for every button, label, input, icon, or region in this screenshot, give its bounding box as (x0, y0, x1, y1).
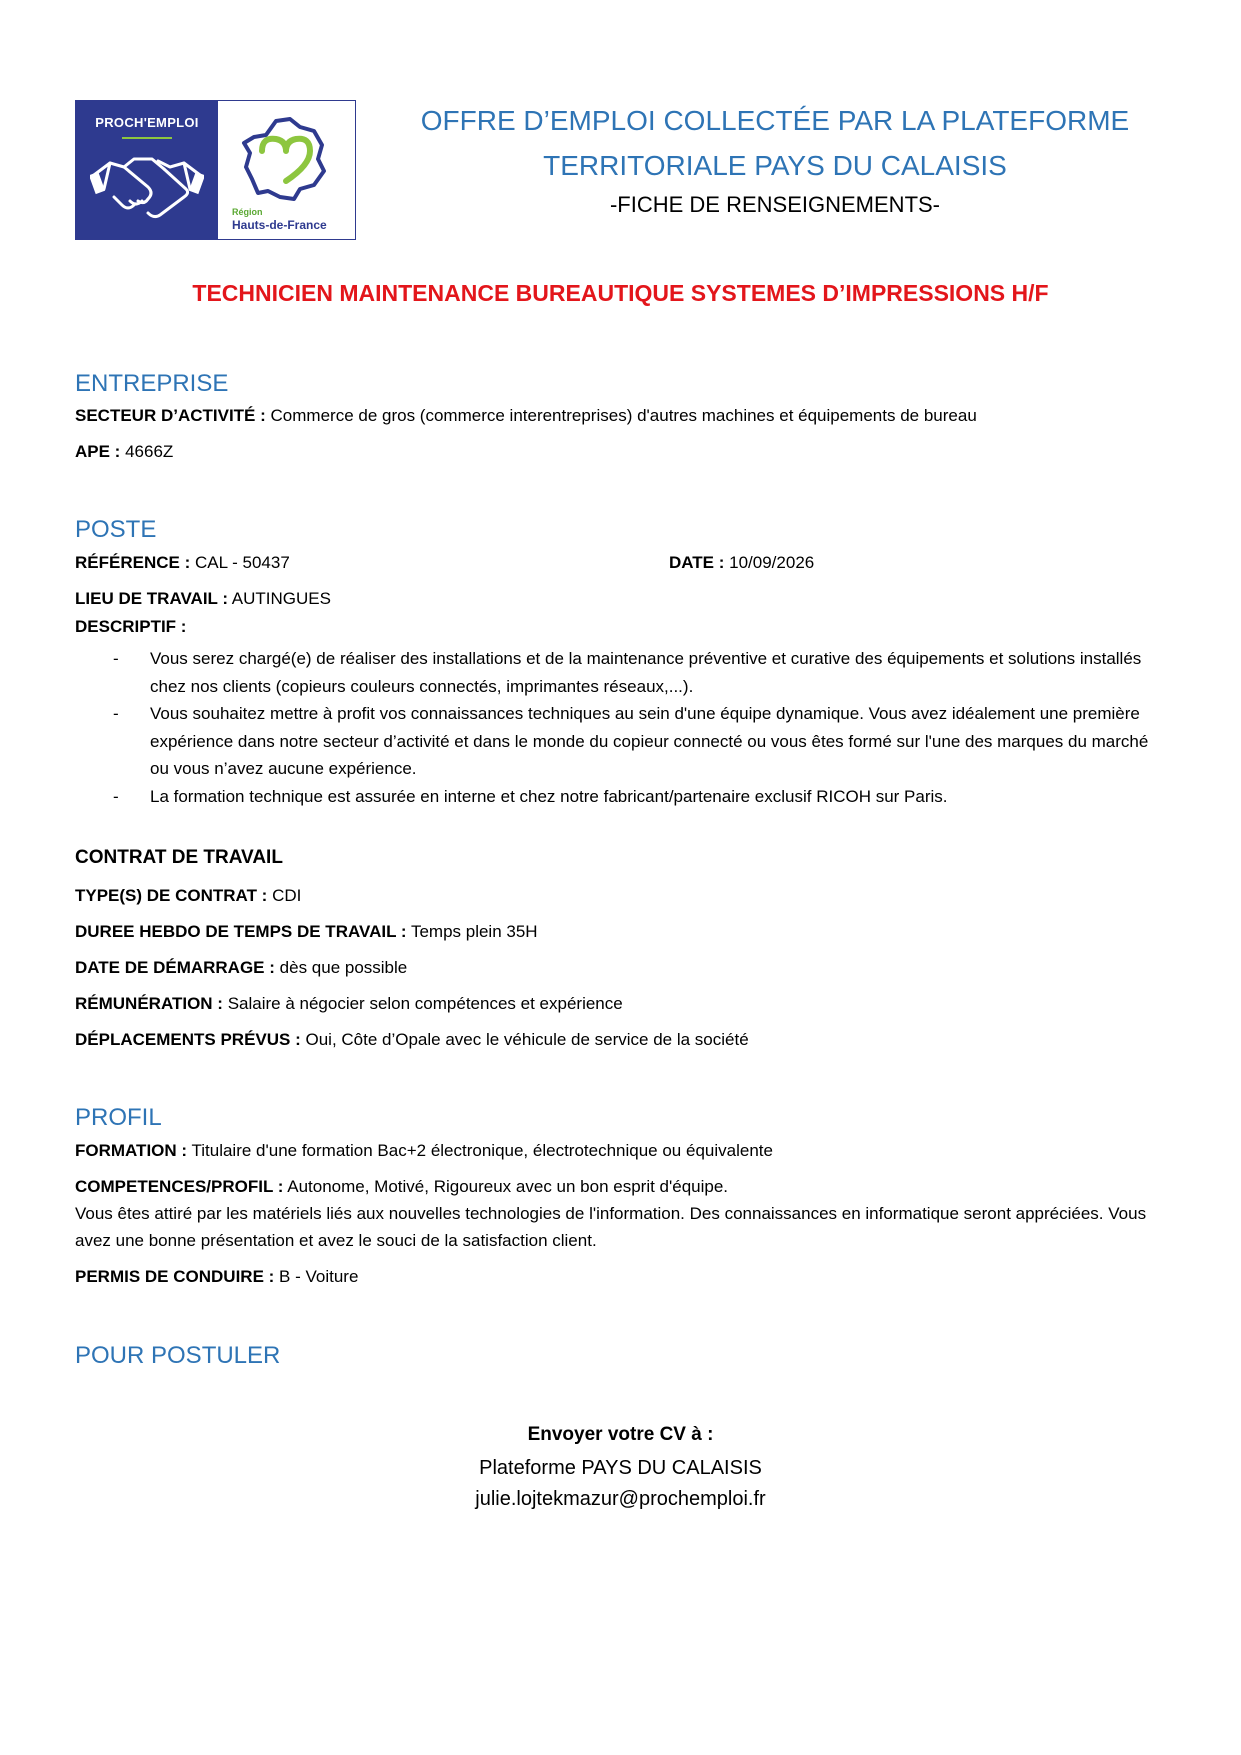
lieu-label: LIEU DE TRAVAIL : (75, 589, 228, 608)
logo-region-panel (218, 101, 355, 239)
type-contrat-label: TYPE(S) DE CONTRAT : (75, 886, 268, 905)
bullet-mark: - (113, 704, 119, 723)
date-row (669, 552, 814, 574)
type-contrat-row (75, 885, 301, 907)
reference-row (75, 552, 290, 574)
header-title-line1: OFFRE D’EMPLOI COLLECTÉE PAR LA PLATEFORME (420, 105, 1130, 136)
competences-more: Vous êtes attiré par les matériels liés aux nouvelles technologies de l'information. Des connaissances en informatique seront appréciées. Vous avez une bonne présentation et avez le souci de la satisfaction client. (75, 1204, 1147, 1250)
section-heading-contrat: CONTRAT DE TRAVAIL (75, 847, 283, 868)
formation-row (75, 1140, 773, 1162)
ape-label: APE : (75, 442, 121, 461)
deplacements-value: Oui, Côte d’Opale avec le véhicule de service de la société (305, 1030, 749, 1049)
section-heading-postuler: POUR POSTULER (75, 1342, 281, 1369)
prochemploi-logo (75, 100, 356, 240)
secteur-row (75, 405, 977, 427)
secteur-label: SECTEUR D’ACTIVITÉ : (75, 406, 266, 425)
reference-label: RÉFÉRENCE : (75, 553, 191, 572)
contact-email-link[interactable]: julie.lojtekmazur@prochemploi.fr (475, 1488, 766, 1510)
demarrage-value: dès que possible (279, 958, 408, 977)
platform-name: Plateforme PAYS DU CALAISIS (479, 1457, 762, 1479)
permis-value: B - Voiture (279, 1267, 359, 1286)
bullet-text: Vous souhaitez mettre à profit vos connaissances techniques au sein d'une équipe dynamique. Vous avez idéalement une première expérience dans notre secteur d’activité et dans le monde du copieur connecté ou vous êtes formé sur l'une des marques du marché ou vous n’avez aucune expérience. (150, 704, 1149, 778)
demarrage-row (75, 957, 407, 979)
formation-value: Titulaire d'une formation Bac+2 électronique, électrotechnique ou équivalente (191, 1141, 773, 1160)
deplacements-row (75, 1029, 749, 1051)
header-subtitle: -FICHE DE RENSEIGNEMENTS- (609, 192, 941, 217)
section-heading-profil: PROFIL (75, 1104, 162, 1131)
deplacements-label: DÉPLACEMENTS PRÉVUS : (75, 1030, 301, 1049)
permis-row (75, 1266, 358, 1288)
demarrage-label: DATE DE DÉMARRAGE : (75, 958, 275, 977)
list-item (75, 783, 1155, 811)
send-cv-label: Envoyer votre CV à : (527, 1424, 714, 1445)
formation-label: FORMATION : (75, 1141, 188, 1160)
duree-row (75, 921, 538, 943)
duree-value: Temps plein 35H (410, 922, 538, 941)
competences-label: COMPETENCES/PROFIL : (75, 1177, 284, 1196)
job-title: TECHNICIEN MAINTENANCE BUREAUTIQUE SYSTEMES D’IMPRESSIONS H/F (192, 280, 1049, 306)
bullet-text: Vous serez chargé(e) de réaliser des installations et de la maintenance préventive et curative des équipements et solutions installés chez nos clients (copieurs couleurs connectés, imprimantes réseaux,...). (150, 649, 1142, 696)
logo-region-label: Région (232, 207, 263, 217)
secteur-value: Commerce de gros (commerce interentreprises) d'autres machines et équipements de bureau (270, 406, 977, 425)
logo-underline (122, 137, 172, 139)
ape-value: 4666Z (125, 442, 174, 461)
logo-brand-panel (76, 101, 218, 239)
descriptif-label: DESCRIPTIF : (75, 617, 187, 636)
descriptif-row (75, 616, 186, 638)
date-label: DATE : (669, 553, 725, 572)
logo-region-name: Hauts-de-France (232, 218, 327, 232)
remuneration-value: Salaire à négocier selon compétences et expérience (227, 994, 623, 1013)
remuneration-row (75, 993, 623, 1015)
list-item (75, 700, 1155, 783)
list-item (75, 645, 1155, 700)
reference-value: CAL - 50437 (194, 553, 290, 572)
descriptif-list (75, 645, 1155, 810)
duree-label: DUREE HEBDO DE TEMPS DE TRAVAIL : (75, 922, 407, 941)
handshake-icon (90, 145, 204, 225)
competences-value: Autonome, Motivé, Rigoureux avec un bon esprit d'équipe. (287, 1177, 729, 1196)
permis-label: PERMIS DE CONDUIRE : (75, 1267, 275, 1286)
lieu-value: AUTINGUES (231, 589, 331, 608)
france-heart-map-icon (240, 115, 332, 203)
bullet-text: La formation technique est assurée en interne et chez notre fabricant/partenaire exclusif RICOH sur Paris. (150, 786, 948, 806)
date-value: 10/09/2026 (729, 553, 815, 572)
section-heading-poste: POSTE (75, 516, 157, 543)
type-contrat-value: CDI (272, 886, 302, 905)
ape-row (75, 441, 173, 463)
bullet-mark: - (113, 786, 119, 806)
remuneration-label: RÉMUNÉRATION : (75, 994, 223, 1013)
bullet-mark: - (113, 649, 119, 668)
competences-row (75, 1176, 728, 1198)
lieu-row (75, 588, 331, 610)
section-heading-entreprise: ENTREPRISE (75, 370, 229, 397)
header-title-line2: TERRITORIALE PAYS DU CALAISIS (543, 150, 1007, 181)
logo-brand-text: PROCH'EMPLOI (95, 115, 199, 130)
